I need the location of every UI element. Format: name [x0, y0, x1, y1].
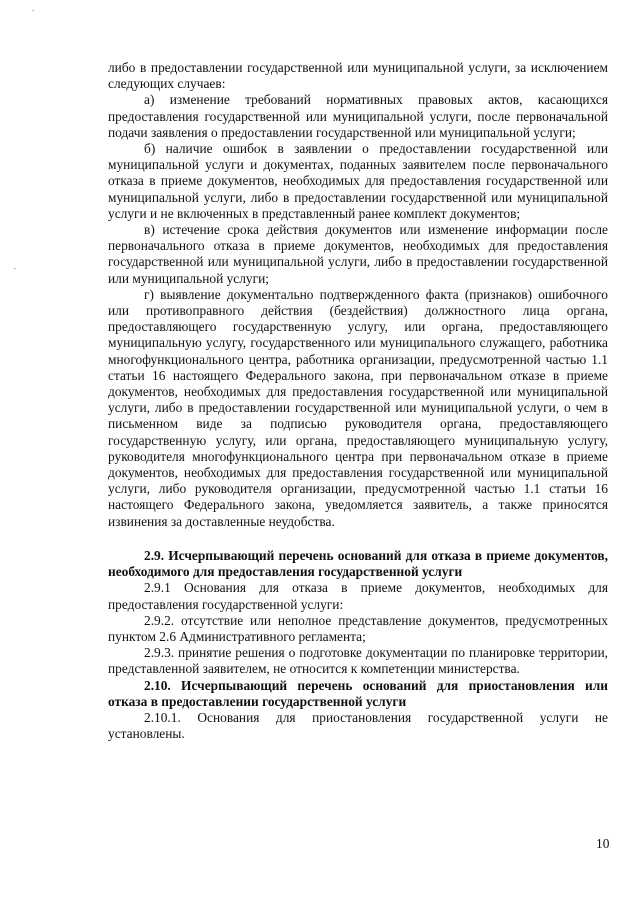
paragraph-item-v: в) истечение срока действия документов или изменение информации после первоначального отказа в приеме документов, необходимых для предоставления государственной или муниципальной услуги, либо в предоставлении государственной или муниципальной услуги; — [108, 222, 608, 286]
paragraph-item-a: а) изменение требований нормативных правовых актов, касающихся предоставления государственной или муниципальной услуги, после первоначальной подачи заявления о предоставлении государственной или муниципальной услуги; — [108, 92, 608, 140]
section-2-10-heading: 2.10. Исчерпывающий перечень оснований для приостановления или отказа в предоставлении государственной услуги — [108, 677, 608, 709]
scan-speck — [32, 10, 34, 11]
paragraph-2-9-3: 2.9.3. принятие решения о подготовке документации по планировке территории, представленной заявителем, не относится к компетенции министерства. — [108, 645, 608, 677]
paragraph-intro: либо в предоставлении государственной или муниципальной услуги, за исключением следующих случаев: — [108, 60, 608, 92]
paragraph-2-10-1: 2.10.1. Основания для приостановления государственной услуги не установлены. — [108, 709, 608, 742]
paragraph-2-9-1: 2.9.1 Основания для отказа в приеме документов, необходимых для предоставления государственной услуги: — [108, 580, 608, 612]
scan-speck — [14, 268, 16, 269]
page-number: 10 — [596, 836, 610, 851]
paragraph-2-9-2: 2.9.2. отсутствие или неполное представление документов, предусмотренных пунктом 2.6 Административного регламента; — [108, 612, 608, 644]
document-body — [108, 60, 608, 742]
paragraph-item-b: б) наличие ошибок в заявлении о предоставлении государственной или муниципальной услуги и документах, поданных заявителем после первоначального отказа в приеме документов, необходимых для предоставления государственной или муниципальной услуги, либо в предоставлении государственной или муниципальной услуги и не включенных в представленный ранее комплект документов; — [108, 141, 608, 221]
section-spacer — [108, 530, 608, 548]
section-2-9-heading: 2.9. Исчерпывающий перечень оснований для отказа в приеме документов, необходимого для предоставления государственной услуги — [108, 547, 608, 580]
paragraph-item-g: г) выявление документально подтвержденного факта (признаков) ошибочного или противоправного действия (бездействия) должностного лица органа, предоставляющего государственную услугу, или органа, предоставляющего муниципальную услугу, государственного или муниципального служащего, работника многофункционального центра, работника организации, предусмотренной частью 1.1 статьи 16 настоящего Федерального закона, при первоначальном отказе в приеме документов, необходимых для предоставления государственной или муниципальной услуги, либо в предоставлении государственной или муниципальной услуги, о чем в письменном виде за подписью руководителя органа, предоставляющего государственную услугу, или органа, предоставляющего муниципальную услугу, руководителя многофункционального центра при первоначальном отказе в приеме документов, необходимых для предоставления государственной или муниципальной услуги, либо руководителя организации, предусмотренной частью 1.1 статьи 16 настоящего Федерального закона, уведомляется заявитель, а также приносятся извинения за доставленные неудобства. — [108, 286, 608, 529]
